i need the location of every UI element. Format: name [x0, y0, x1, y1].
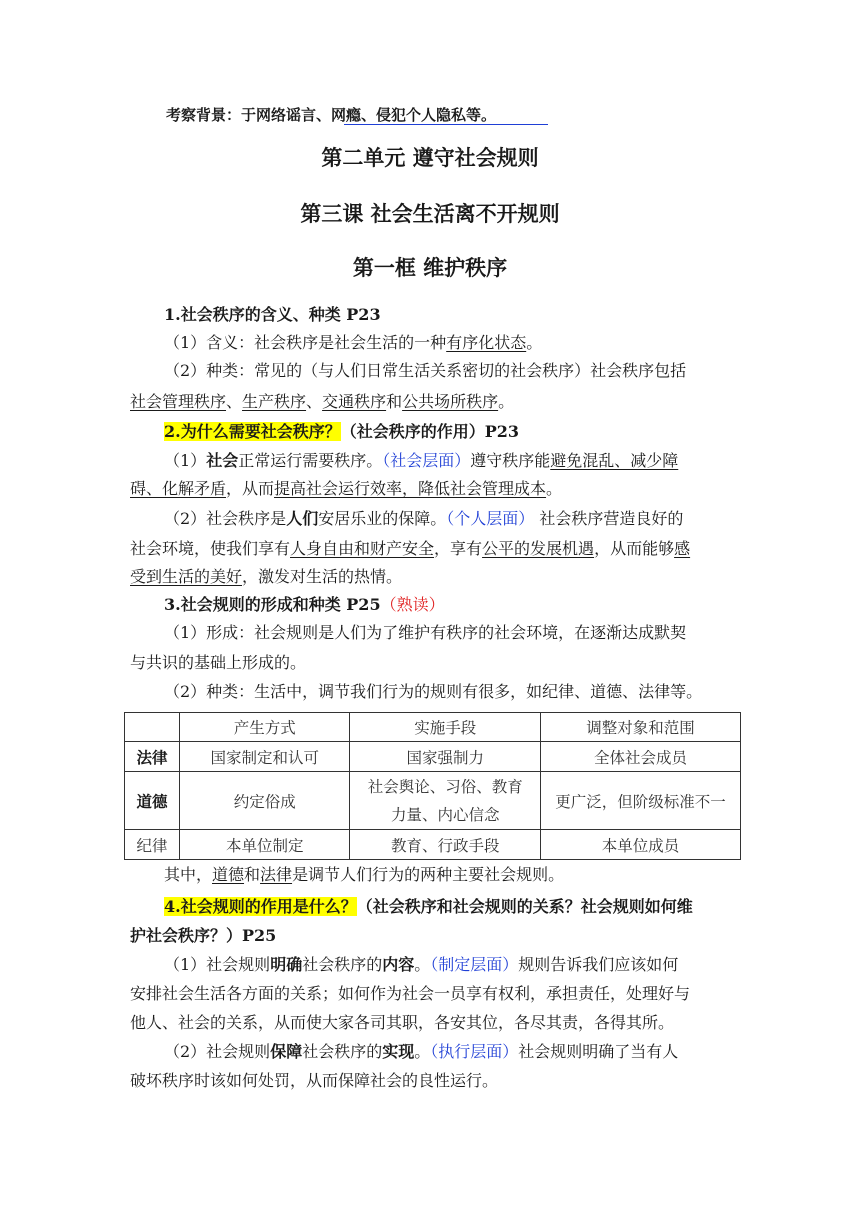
key-phrase: 公平的发展机遇: [482, 539, 595, 558]
table-row: [125, 742, 741, 772]
row-label-discipline: 纪律: [125, 830, 180, 860]
table-cell: 国家制定和认可: [179, 742, 350, 772]
section-1-types-line1: （2）种类：常见的（与人们日常生活关系密切的社会秩序）社会秩序包括: [164, 361, 687, 380]
table-header-cell: 产生方式: [179, 713, 350, 742]
section-3-title-text: 3.社会规则的形成和种类 P25: [164, 595, 381, 614]
key-phrase: 碍、化解矛盾: [130, 479, 227, 498]
type-public-place: 公共场所秩序: [402, 392, 499, 411]
section-2-subtitle: （社会秩序的作用）P23: [340, 422, 520, 441]
frame-title: 第一框 维护秩序: [352, 256, 508, 280]
table-header-cell: [125, 713, 180, 742]
section-2-title: [164, 421, 519, 443]
table-cell: 更广泛，但阶级标准不一: [541, 772, 741, 830]
text: 社会环境，使我们享有: [130, 539, 291, 558]
unit-title: 第二单元 遵守社会规则: [321, 146, 539, 170]
table-header-cell: 实施手段: [350, 713, 541, 742]
section-4-subtitle: （社会秩序和社会规则的关系？社会规则如何维: [356, 897, 693, 916]
keyword-people: 人们: [286, 509, 319, 528]
keyword-guarantee: 保障: [270, 1042, 303, 1061]
table-cell: 教育、行政手段: [350, 830, 541, 860]
table-cell: 本单位制定: [179, 830, 350, 860]
text: （2）社会秩序是: [164, 509, 287, 528]
text: 是调节人们行为的两种主要社会规则。: [292, 865, 565, 884]
section-4-p1-line3: 他人、社会的关系，从而使大家各司其职，各安其位，各尽其责，各得其所。: [130, 1013, 675, 1032]
cell-line: 社会舆论、习俗、教育: [367, 777, 523, 796]
key-phrase: 提高社会运行效率，降低社会管理成本: [274, 479, 547, 498]
table-cell: 全体社会成员: [541, 742, 741, 772]
sentence-end: 。: [546, 479, 563, 498]
row-label-law: 法律: [125, 742, 180, 772]
key-term-morality: 道德: [212, 865, 245, 884]
type-social-management: 社会管理秩序: [130, 392, 227, 411]
section-4-p2-line1: [164, 1041, 678, 1063]
table-header-cell: 调整对象和范围: [541, 713, 741, 742]
key-term-law: 法律: [260, 865, 293, 884]
section-2-question: 2.为什么需要社会秩序？: [164, 422, 341, 441]
section-4-question: 4.社会规则的作用是什么？: [164, 897, 357, 916]
text: 。: [414, 1042, 431, 1061]
section-4-p1-line1: [164, 954, 678, 976]
text: （2）社会规则: [164, 1042, 271, 1061]
table-header-row: [125, 713, 741, 742]
key-phrase: 避免混乱、减少障: [550, 451, 679, 470]
lesson-title: 第三课 社会生活离不开规则: [300, 202, 560, 226]
text: 其中，: [164, 865, 213, 884]
sentence-end: 。: [498, 392, 515, 411]
section-4-title-line2: 护社会秩序？）P25: [130, 926, 277, 945]
section-1-title: 1.社会秩序的含义、种类 P23: [164, 305, 381, 324]
section-4-p2-line2: 破坏秩序时该如何处罚，从而保障社会的良性运行。: [130, 1071, 499, 1090]
section-4-title-line1: [164, 896, 693, 918]
text: ，从而能够: [594, 539, 675, 558]
key-phrase: 感: [674, 539, 691, 558]
section-2-p2-line2: [130, 538, 690, 560]
section-3-title: [164, 594, 445, 616]
tag-social-level: （社会层面）: [382, 451, 471, 470]
section-2-p2-line3: [130, 566, 402, 588]
section-2-p1-line2: [130, 478, 562, 500]
note-underline: [344, 124, 548, 125]
exam-background-text: 于网络谣言、网瘾、侵犯个人隐私等。: [241, 106, 497, 124]
text: 规则告诉我们应该如何: [518, 955, 679, 974]
after-table-note: [164, 864, 564, 886]
row-label-morality: 道德: [125, 772, 180, 830]
tag-read-carefully: （熟读）: [380, 595, 445, 614]
text: ，从而: [226, 479, 275, 498]
text: 遵守秩序能: [470, 451, 551, 470]
text: 正常运行需要秩序。: [238, 451, 383, 470]
key-phrase: 人身自由和财产安全: [290, 539, 435, 558]
table-row: [125, 830, 741, 860]
text: 。: [414, 955, 431, 974]
exam-background-label: 考察背景：: [166, 106, 242, 124]
section-3-formation-line1: （1）形成：社会规则是人们为了维护有秩序的社会环境，在逐渐达成默契: [164, 623, 687, 642]
text: 社会秩序的: [302, 1042, 383, 1061]
keyword-realization: 实现: [382, 1042, 415, 1061]
text: 社会规则明确了当有人: [518, 1042, 679, 1061]
section-3-types: （2）种类：生活中，调节我们行为的规则有很多，如纪律、道德、法律等。: [164, 682, 703, 701]
tag-personal-level: （个人层面）: [446, 509, 535, 528]
text: （1）社会规则: [164, 955, 271, 974]
keyword-clarify: 明确: [270, 955, 303, 974]
text: 社会秩序的: [302, 955, 383, 974]
separator: 、: [226, 392, 243, 411]
text: 和: [244, 865, 261, 884]
section-4-p1-line2: 安排社会生活各方面的关系；如何作为社会一员享有权利，承担责任，处理好与: [130, 984, 691, 1003]
text: 社会秩序营造良好的: [534, 509, 684, 528]
section-2-p1-line1: [164, 450, 678, 472]
definition-text: （1）含义：社会秩序是社会生活的一种: [164, 333, 447, 352]
separator: 、: [306, 392, 323, 411]
item-number: （1）: [164, 451, 207, 470]
exam-background-note: [166, 104, 496, 126]
separator: 和: [386, 392, 403, 411]
cell-line: 力量、内心信念: [391, 805, 500, 824]
text: 安居乐业的保障。: [318, 509, 447, 528]
text: ，享有: [434, 539, 483, 558]
definition-key-term: 有序化状态: [446, 333, 527, 352]
section-3-formation-line2: 与共识的基础上形成的。: [130, 653, 307, 672]
table-row: [125, 772, 741, 830]
tag-execution-level: （执行层面）: [430, 1042, 519, 1061]
definition-end: 。: [526, 333, 543, 352]
text: ，激发对生活的热情。: [242, 567, 403, 586]
type-traffic: 交通秩序: [322, 392, 387, 411]
section-2-p2-line1: [164, 508, 683, 530]
keyword-content: 内容: [382, 955, 415, 974]
section-1-definition: [164, 332, 542, 354]
keyword-society: 社会: [206, 451, 239, 470]
table-cell: 约定俗成: [179, 772, 350, 830]
type-production: 生产秩序: [242, 392, 307, 411]
tag-formulation-level: （制定层面）: [430, 955, 519, 974]
section-1-types-line2: [130, 391, 514, 413]
table-cell: 本单位成员: [541, 830, 741, 860]
key-phrase: 受到生活的美好: [130, 567, 243, 586]
rules-comparison-table: [124, 712, 741, 860]
table-cell: [350, 772, 541, 830]
table-cell: 国家强制力: [350, 742, 541, 772]
